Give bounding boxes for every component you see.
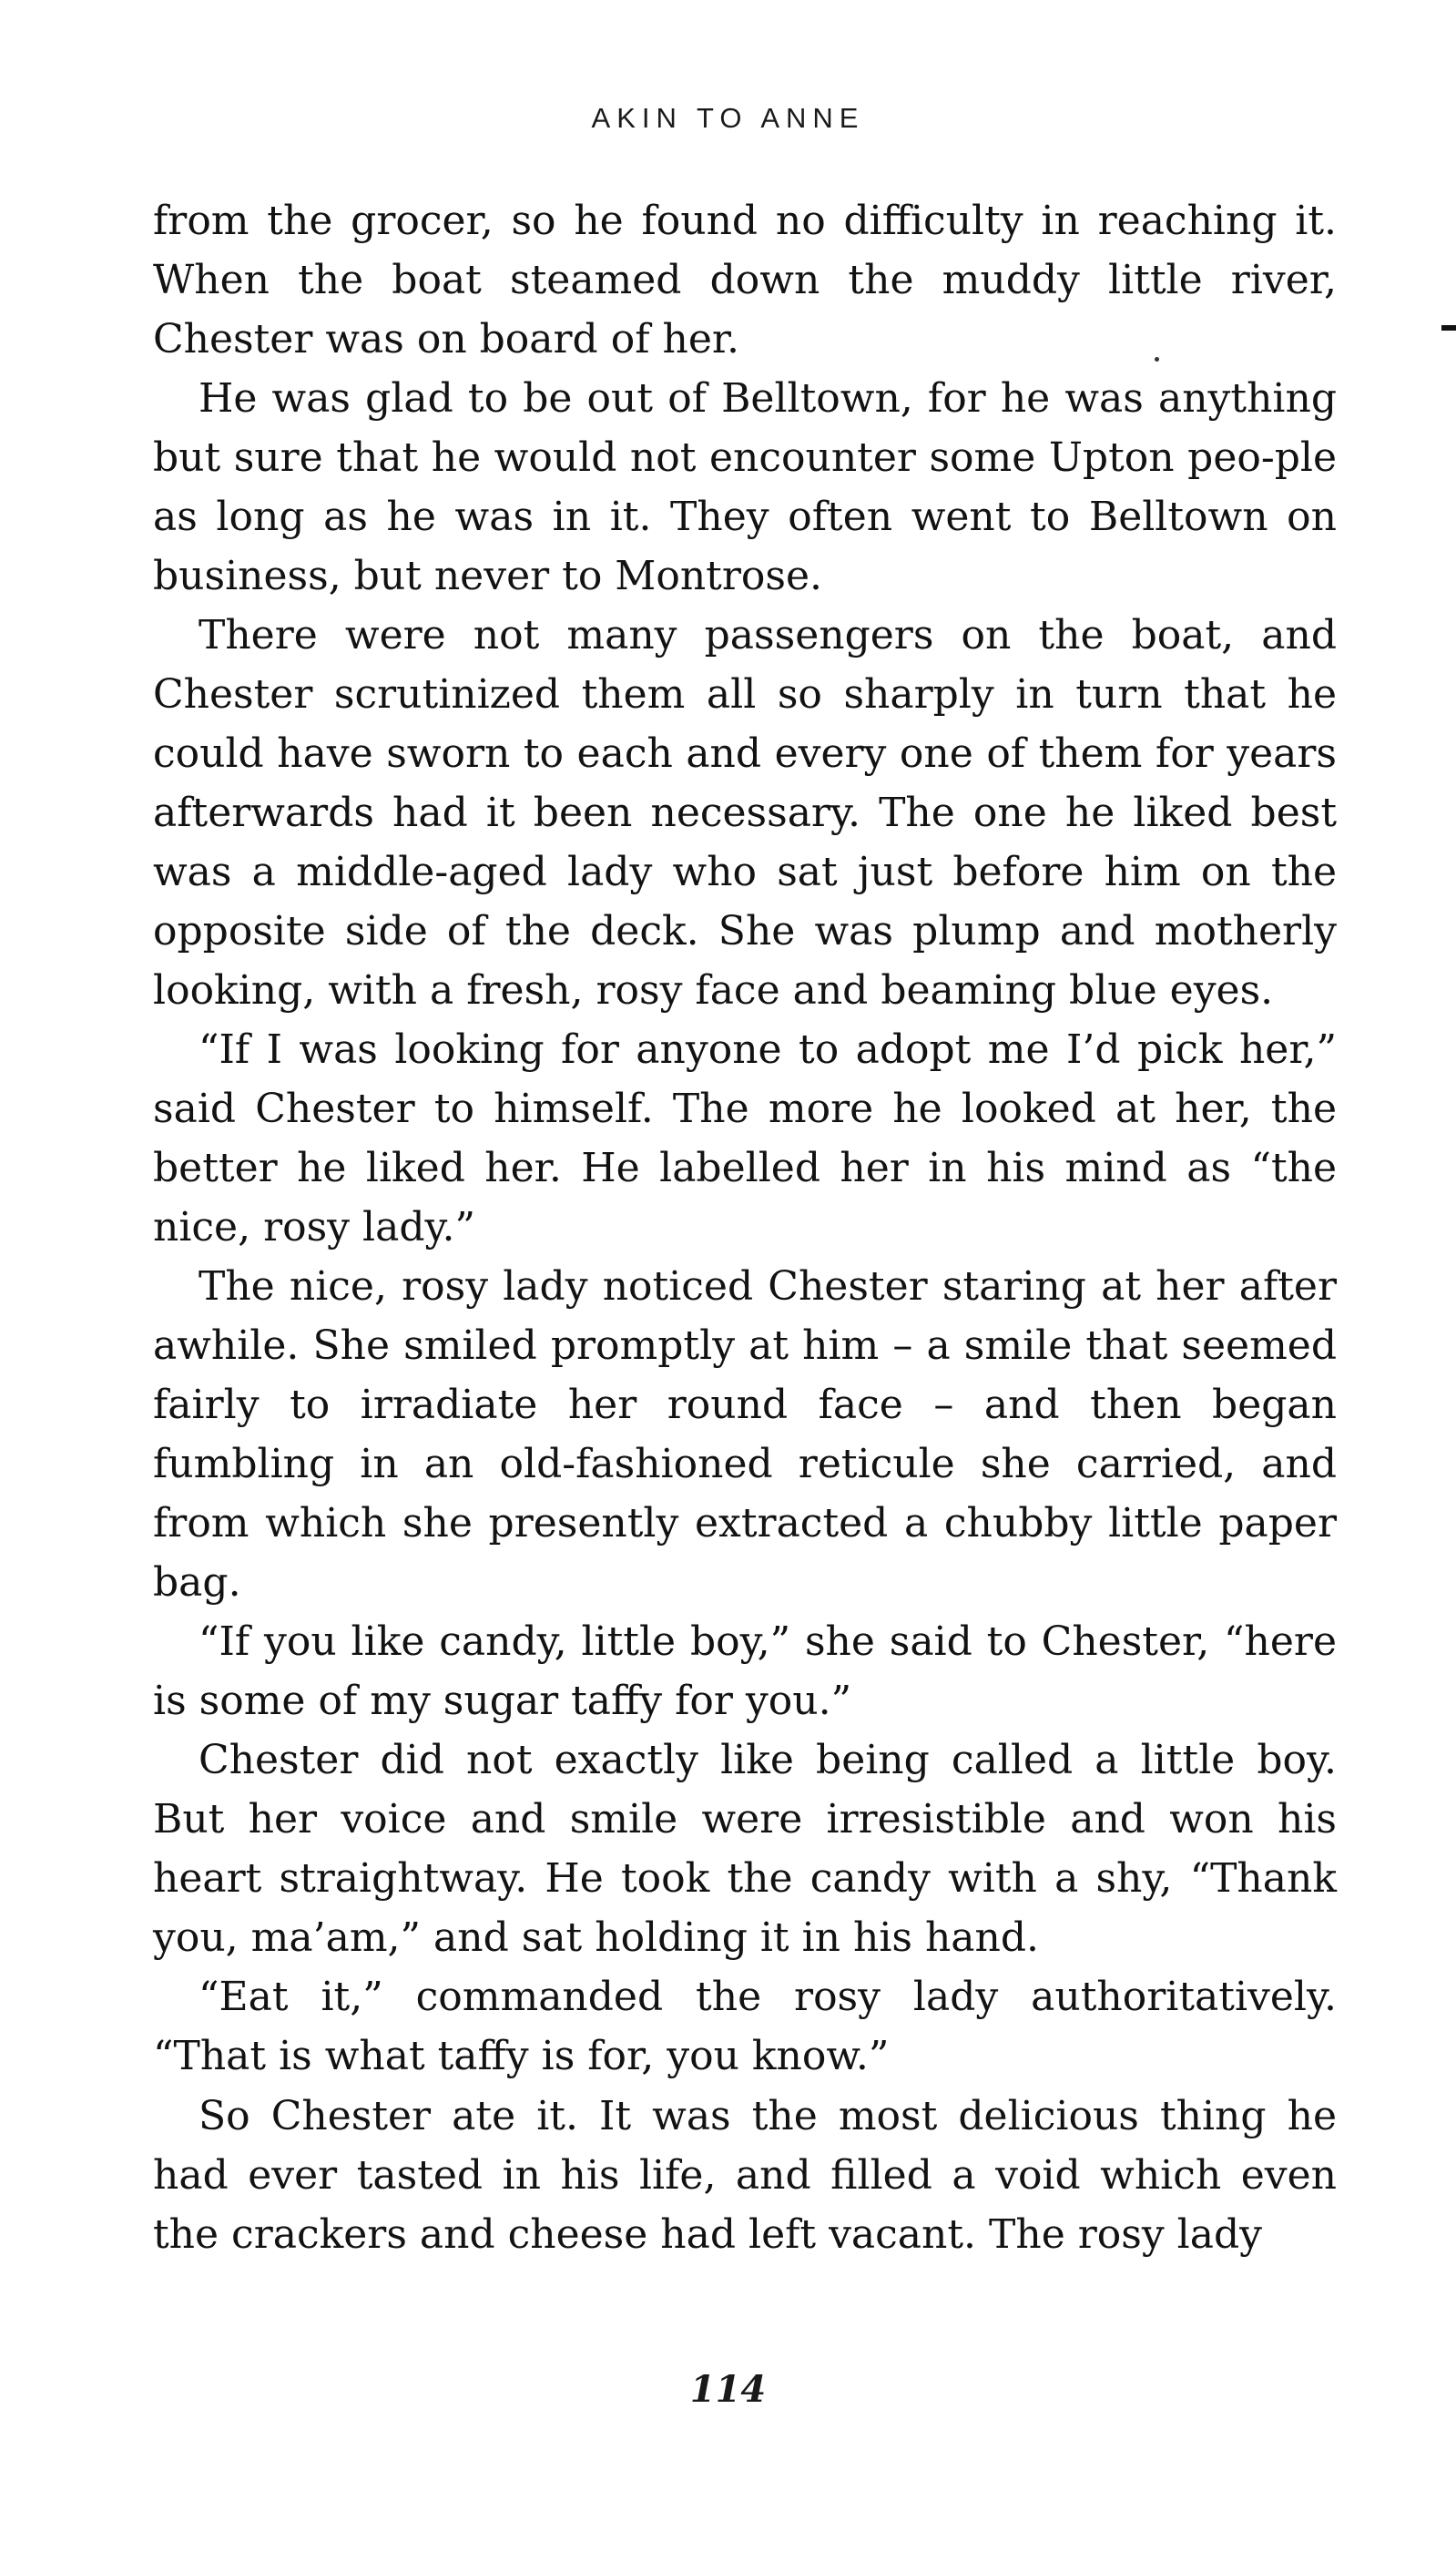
paragraph: “Eat it,” commanded the rosy lady authoritatively. “That is what taffy is for, you know.”	[153, 1974, 1337, 2080]
page-number: 114	[689, 2368, 767, 2411]
paragraph: There were not many passengers on the boat, and Chester scrutinized them all so sharply in turn that he could have sworn to each and every one of them for years afterwards had it been necessary. The one he liked best was a middle-aged lady who sat just before him on the opposite side of the deck. She was plump and motherly looking, with a fresh, rosy face and beaming blue eyes.	[153, 612, 1337, 1015]
paragraph: He was glad to be out of Belltown, for he was anything but sure that he would not encounter some Upton peo-ple as long as he was in it. They often went to Belltown on business, but never to Montrose.	[153, 375, 1337, 600]
body-text	[153, 191, 1337, 2264]
paragraph: The nice, rosy lady noticed Chester staring at her after awhile. She smiled promptly at him – a smile that seemed fairly to irradiate her round face – and then began fumbling in an old-fashioned reticule she carried, and from which she presently extracted a chubby little paper bag.	[153, 1263, 1337, 1607]
paragraph: So Chester ate it. It was the most delicious thing he had ever tasted in his life, and filled a void which even the crackers and cheese had left vacant. The rosy lady	[153, 2092, 1337, 2258]
paragraph: Chester did not exactly like being called a little boy. But her voice and smile were irresistible and won his heart straightway. He took the candy with a shy, “Thank you, ma’am,” and sat holding it in his hand.	[153, 1737, 1337, 1962]
paragraph: “If I was looking for anyone to adopt me I’d pick her,” said Chester to himself. The more he looked at her, the better he liked her. He labelled her in his mind as “the nice, rosy lady.”	[153, 1026, 1337, 1251]
paragraph: from the grocer, so he found no difficulty in reaching it. When the boat steamed down the muddy little river, Chester was on board of her.	[153, 198, 1337, 363]
paragraph: “If you like candy, little boy,” she said to Chester, “here is some of my sugar taffy for you.”	[153, 1618, 1337, 1725]
running-head: AKIN TO ANNE	[591, 102, 865, 134]
margin-mark	[1441, 325, 1456, 331]
